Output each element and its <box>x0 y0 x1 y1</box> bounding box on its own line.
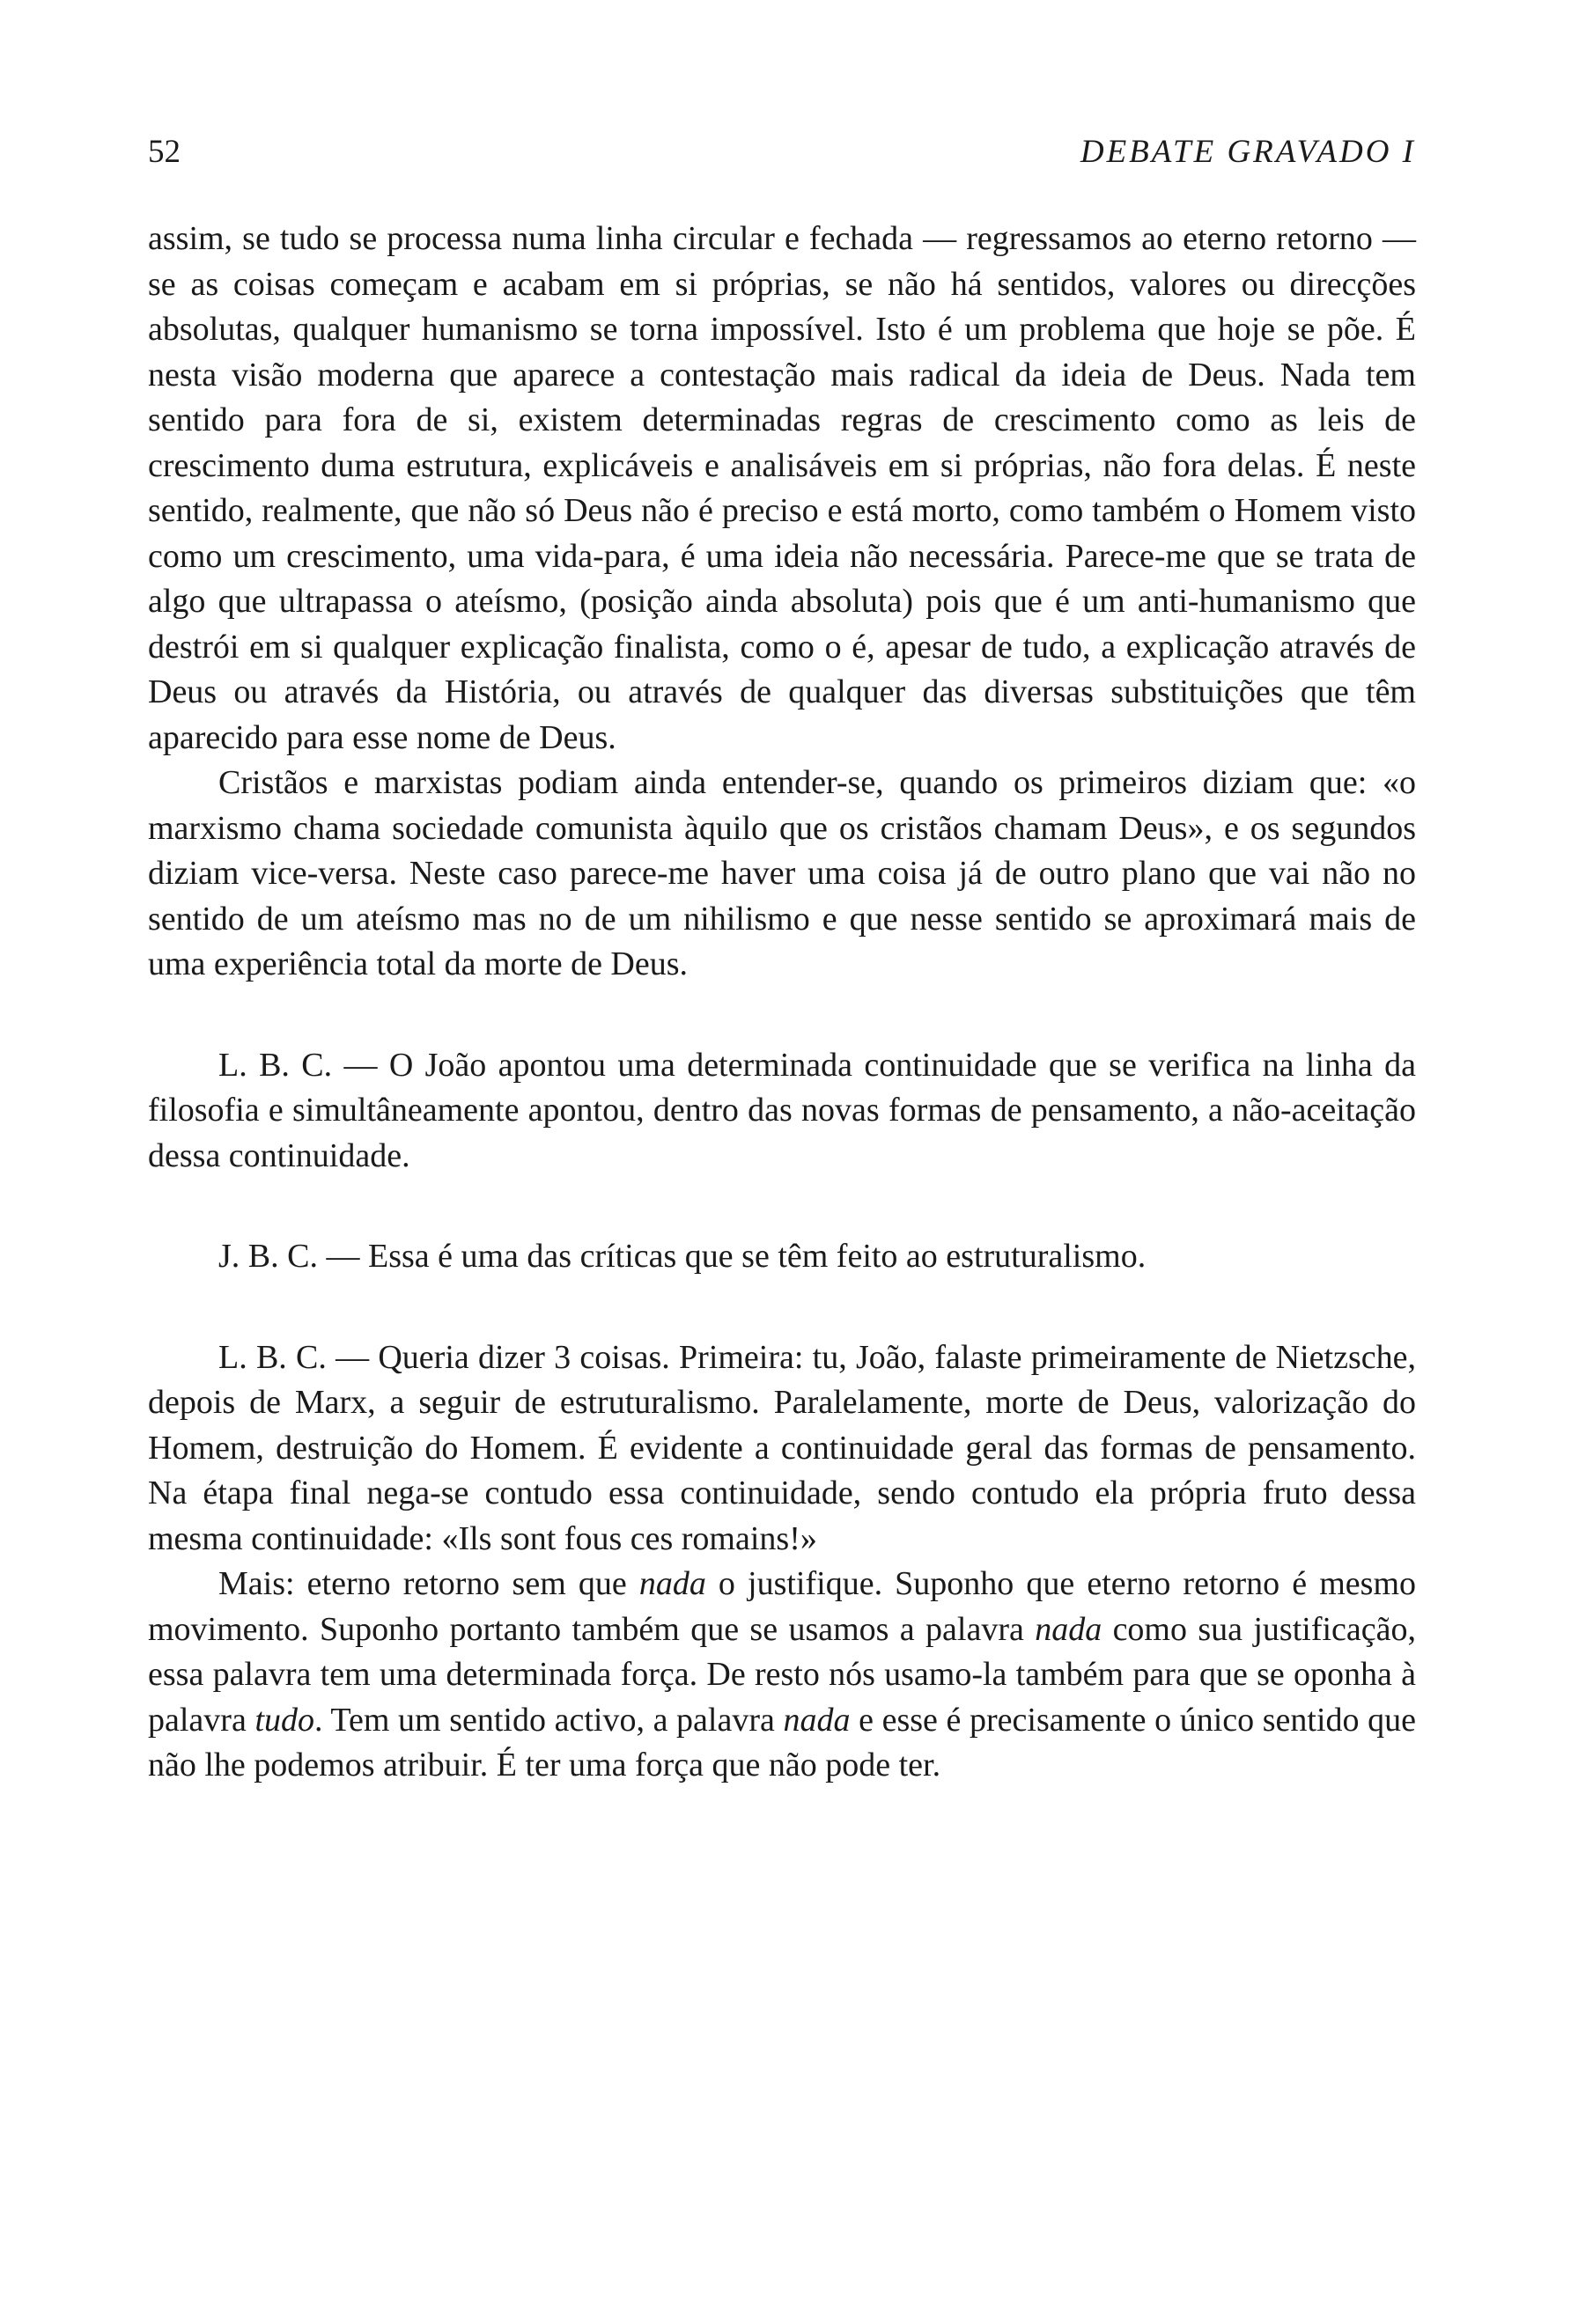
paragraph-2: Cristãos e marxistas podiam ainda entender-se, quando os primeiros diziam que: «o marxismo chama sociedade comunista àquilo que os cristãos chamam Deus», e os segundos diziam vice-versa. Neste caso parece-me haver uma coisa já de outro plano que vai não no sentido de um ateísmo mas no de um nihilismo e que nesse sentido se aproximará mais de uma experiência total da morte de Deus. <box>148 764 1416 982</box>
paragraph-6 <box>148 1562 1416 1789</box>
body-text <box>148 217 1416 1789</box>
paragraph-6-italic-4: nada <box>783 1701 851 1739</box>
paragraph-6-italic-3: tudo <box>254 1701 314 1739</box>
paragraph-4: J. B. C. — Essa é uma das críticas que se têm feito ao estruturalismo. <box>218 1238 1147 1275</box>
running-title: DEBATE GRAVADO I <box>1080 134 1416 170</box>
paragraph-6-text-4: . Tem um sentido activo, a palavra <box>314 1701 784 1739</box>
paragraph-6-text-1: Mais: eterno retorno sem que <box>218 1565 639 1602</box>
paragraph-6-text-5: e esse é precisamente o único sentido que não lhe podemos atribuir. É ter uma força que não pode ter. <box>148 1701 1417 1783</box>
paragraph-6-italic-1: nada <box>638 1565 706 1602</box>
paragraph-3: L. B. C. — O João apontou uma determinada continuidade que se verifica na linha da filosofia e simultâneamente apontou, dentro das novas formas de pensamento, a não-aceitação dessa continuidade. <box>148 1046 1416 1174</box>
paragraph-6-italic-2: nada <box>1035 1610 1102 1648</box>
running-head <box>148 130 1416 174</box>
paragraph-6-text-2: o justifique. Suponho que eterno retorno é mesmo movimento. Suponho portanto também que se usamos a palavra <box>148 1565 1416 1648</box>
paragraph-6-text-3: como sua justificação, essa palavra tem uma determinada força. De resto nós usamo-la também para que se oponha à palavra <box>148 1610 1416 1739</box>
paragraph-5: L. B. C. — Queria dizer 3 coisas. Primeira: tu, João, falaste primeiramente de Nietzsche, depois de Marx, a seguir de estruturalismo. Paralelamente, morte de Deus, valorização do Homem, destruição do Homem. É evidente a continuidade geral das formas de pensamento. Na étapa final nega-se contudo essa continuidade, sendo contudo ela própria fruto dessa mesma continuidade: «Ils sont fous ces romains!» <box>148 1338 1416 1557</box>
paragraph-1: assim, se tudo se processa numa linha circular e fechada — regressamos ao eterno retorno — se as coisas começam e acabam em si próprias, se não há sentidos, valores ou direcções absolutas, qualquer humanismo se torna impossível. Isto é um problema que hoje se põe. É nesta visão moderna que aparece a contestação mais radical da ideia de Deus. Nada tem sentido para fora de si, existem determinadas regras de crescimento como as leis de crescimento duma estrutura, explicáveis e analisáveis em si próprias, não fora delas. É neste sentido, realmente, que não só Deus não é preciso e está morto, como também o Homem visto como um crescimento, uma vida-para, é uma ideia não necessária. Parece-me que se trata de algo que ultrapassa o ateísmo, (posição ainda absoluta) pois que é um anti-humanismo que destrói em si qualquer explicação finalista, como o é, apesar de tudo, a explicação através de Deus ou através da História, ou através de qualquer das diversas substituições que têm aparecido para esse nome de Deus. <box>148 220 1416 756</box>
page-number: 52 <box>148 134 181 170</box>
